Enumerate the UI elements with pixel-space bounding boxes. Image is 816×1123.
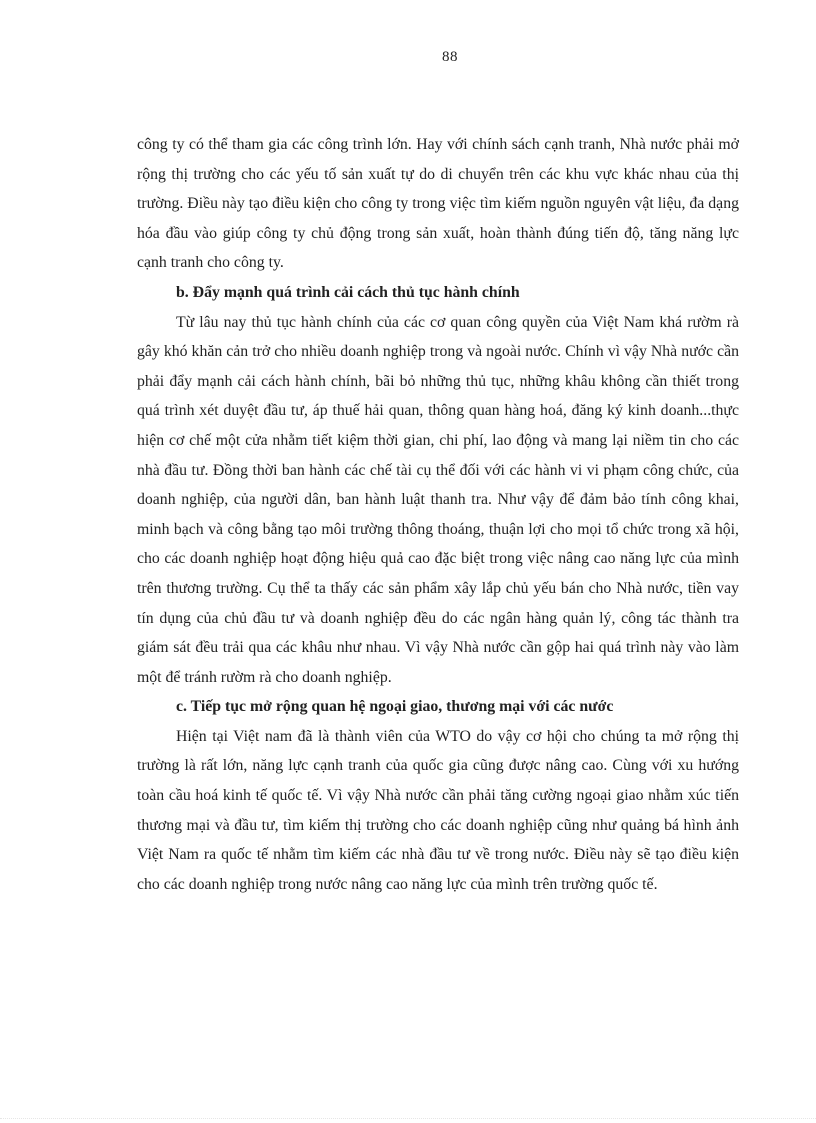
document-body (137, 130, 739, 899)
paragraph-administrative-reform: Từ lâu nay thủ tục hành chính của các cơ quan công quyền của Việt Nam khá rườm rà gây khó khăn cản trở cho nhiều doanh nghiệp trong và ngoài nước. Chính vì vậy Nhà nước cần phải đẩy mạnh cải cách hành chính, bãi bỏ những thủ tục, những khâu không cần thiết trong quá trình xét duyệt đầu tư, áp thuế hải quan, thông quan hàng hoá, đăng ký kinh doanh...thực hiện cơ chế một cửa nhằm tiết kiệm thời gian, chi phí, lao động và mang lại niềm tin cho các nhà đầu tư. Đồng thời ban hành các chế tài cụ thể đối với các hành vi vi phạm công chức, của doanh nghiệp, của người dân, ban hành luật thanh tra. Như vậy để đảm bảo tính công khai, minh bạch và công bằng tạo môi trường thông thoáng, thuận lợi cho mọi tổ chức trong xã hội, cho các doanh nghiệp hoạt động hiệu quả cao đặc biệt trong việc nâng cao năng lực của mình trên thương trường. Cụ thể ta thấy các sản phẩm xây lắp chủ yếu bán cho Nhà nước, tiền vay tín dụng của chủ đầu tư và doanh nghiệp đều do các ngân hàng quản lý, công tác thành tra giám sát đều trải qua các khâu như nhau. Vì vậy Nhà nước cần gộp hai quá trình này vào làm một để tránh rườm rà cho doanh nghiệp. (137, 313, 739, 686)
paragraph-continuation: công ty có thể tham gia các công trình lớn. Hay với chính sách cạnh tranh, Nhà nước phải mở rộng thị trường cho các yếu tố sản xuất tự do di chuyển trên các khu vực khác nhau của thị trường. Điều này tạo điều kiện cho công ty trong việc tìm kiếm nguồn nguyên vật liệu, đa dạng hóa đầu vào giúp công ty chủ động trong sản xuất, hoàn thành đúng tiến độ, tăng năng lực cạnh tranh cho công ty. (137, 136, 739, 272)
page-number: 88 (442, 49, 458, 65)
page-bottom-divider (0, 1118, 816, 1119)
section-heading-b: b. Đẩy mạnh quá trình cải cách thủ tục hành chính (176, 283, 520, 301)
paragraph-foreign-relations: Hiện tại Việt nam đã là thành viên của WTO do vậy cơ hội cho chúng ta mở rộng thị trường là rất lớn, năng lực cạnh tranh của quốc gia cũng được nâng cao. Cùng với xu hướng toàn cầu hoá kinh tế quốc tế. Vì vậy Nhà nước cần phải tăng cường ngoại giao nhằm xúc tiến thương mại và đầu tư, tìm kiếm thị trường cho các doanh nghiệp cũng như quảng bá hình ảnh Việt Nam ra quốc tế nhằm tìm kiếm các nhà đầu tư về trong nước. Điều này sẽ tạo điều kiện cho các doanh nghiệp trong nước nâng cao năng lực của mình trên trường quốc tế. (137, 727, 739, 893)
section-heading-c: c. Tiếp tục mở rộng quan hệ ngoại giao, thương mại với các nước (176, 698, 614, 716)
